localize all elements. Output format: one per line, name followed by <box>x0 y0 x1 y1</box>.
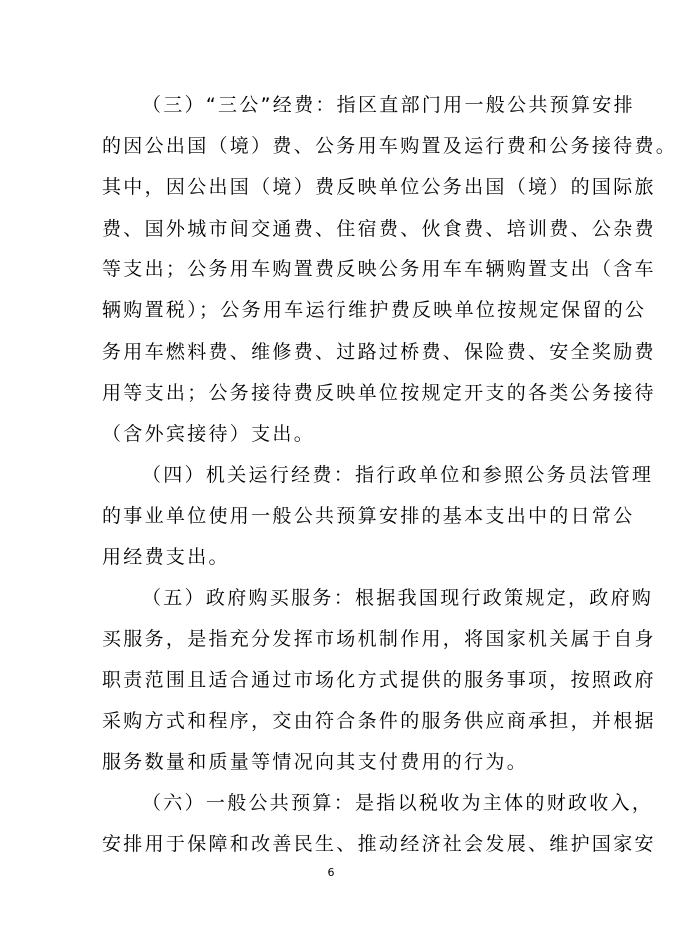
paragraph-goumai-line-2: 买服务，是指充分发挥市场机制作用，将国家机关属于自身 <box>102 628 656 650</box>
paragraph-jiguan-line-1: （四）机关运行经费：指行政单位和参照公务员法管理 <box>142 464 654 486</box>
paragraph-goumai-line-3: 职责范围且适合通过市场化方式提供的服务事项，按照政府 <box>102 669 656 691</box>
paragraph-yiban-line-1: （六）一般公共预算：是指以税收为主体的财政收入， <box>142 792 654 814</box>
paragraph-yiban-line-2: 安排用于保障和改善民生、推动经济社会发展、维护国家安 <box>102 833 656 855</box>
paragraph-sangong-line-7: 务用车燃料费、维修费、过路过桥费、保险费、安全奖励费 <box>102 341 656 363</box>
paragraph-goumai-line-5: 服务数量和质量等情况向其支付费用的行为。 <box>102 751 529 773</box>
paragraph-goumai-line-1: （五）政府购买服务：根据我国现行政策规定，政府购 <box>142 587 654 609</box>
paragraph-sangong-line-8: 用等支出；公务接待费反映单位按规定开支的各类公务接待 <box>102 382 656 404</box>
paragraph-sangong-line-9: （含外宾接待）支出。 <box>102 423 316 445</box>
paragraph-sangong-line-4: 费、国外城市间交通费、住宿费、伙食费、培训费、公杂费 <box>102 218 656 240</box>
paragraph-sangong-line-1: （三）“三公”经费：指区直部门用一般公共预算安排 <box>142 94 635 116</box>
paragraph-jiguan-line-2: 的事业单位使用一般公共预算安排的基本支出中的日常公 <box>102 505 635 527</box>
paragraph-jiguan-line-3: 用经费支出。 <box>102 546 230 568</box>
paragraph-sangong-line-6: 辆购置税）；公务用车运行维护费反映单位按规定保留的公 <box>102 299 647 321</box>
paragraph-sangong-line-3: 其中，因公出国（境）费反映单位公务出国（境）的国际旅 <box>102 176 656 198</box>
paragraph-sangong-line-2: 的因公出国（境）费、公务用车购置及运行费和公务接待费。 <box>102 135 677 157</box>
page-number: 6 <box>327 866 335 879</box>
paragraph-goumai-line-4: 采购方式和程序，交由符合条件的服务供应商承担，并根据 <box>102 710 656 732</box>
paragraph-sangong-line-5: 等支出；公务用车购置费反映公务用车车辆购置支出（含车 <box>102 258 656 280</box>
